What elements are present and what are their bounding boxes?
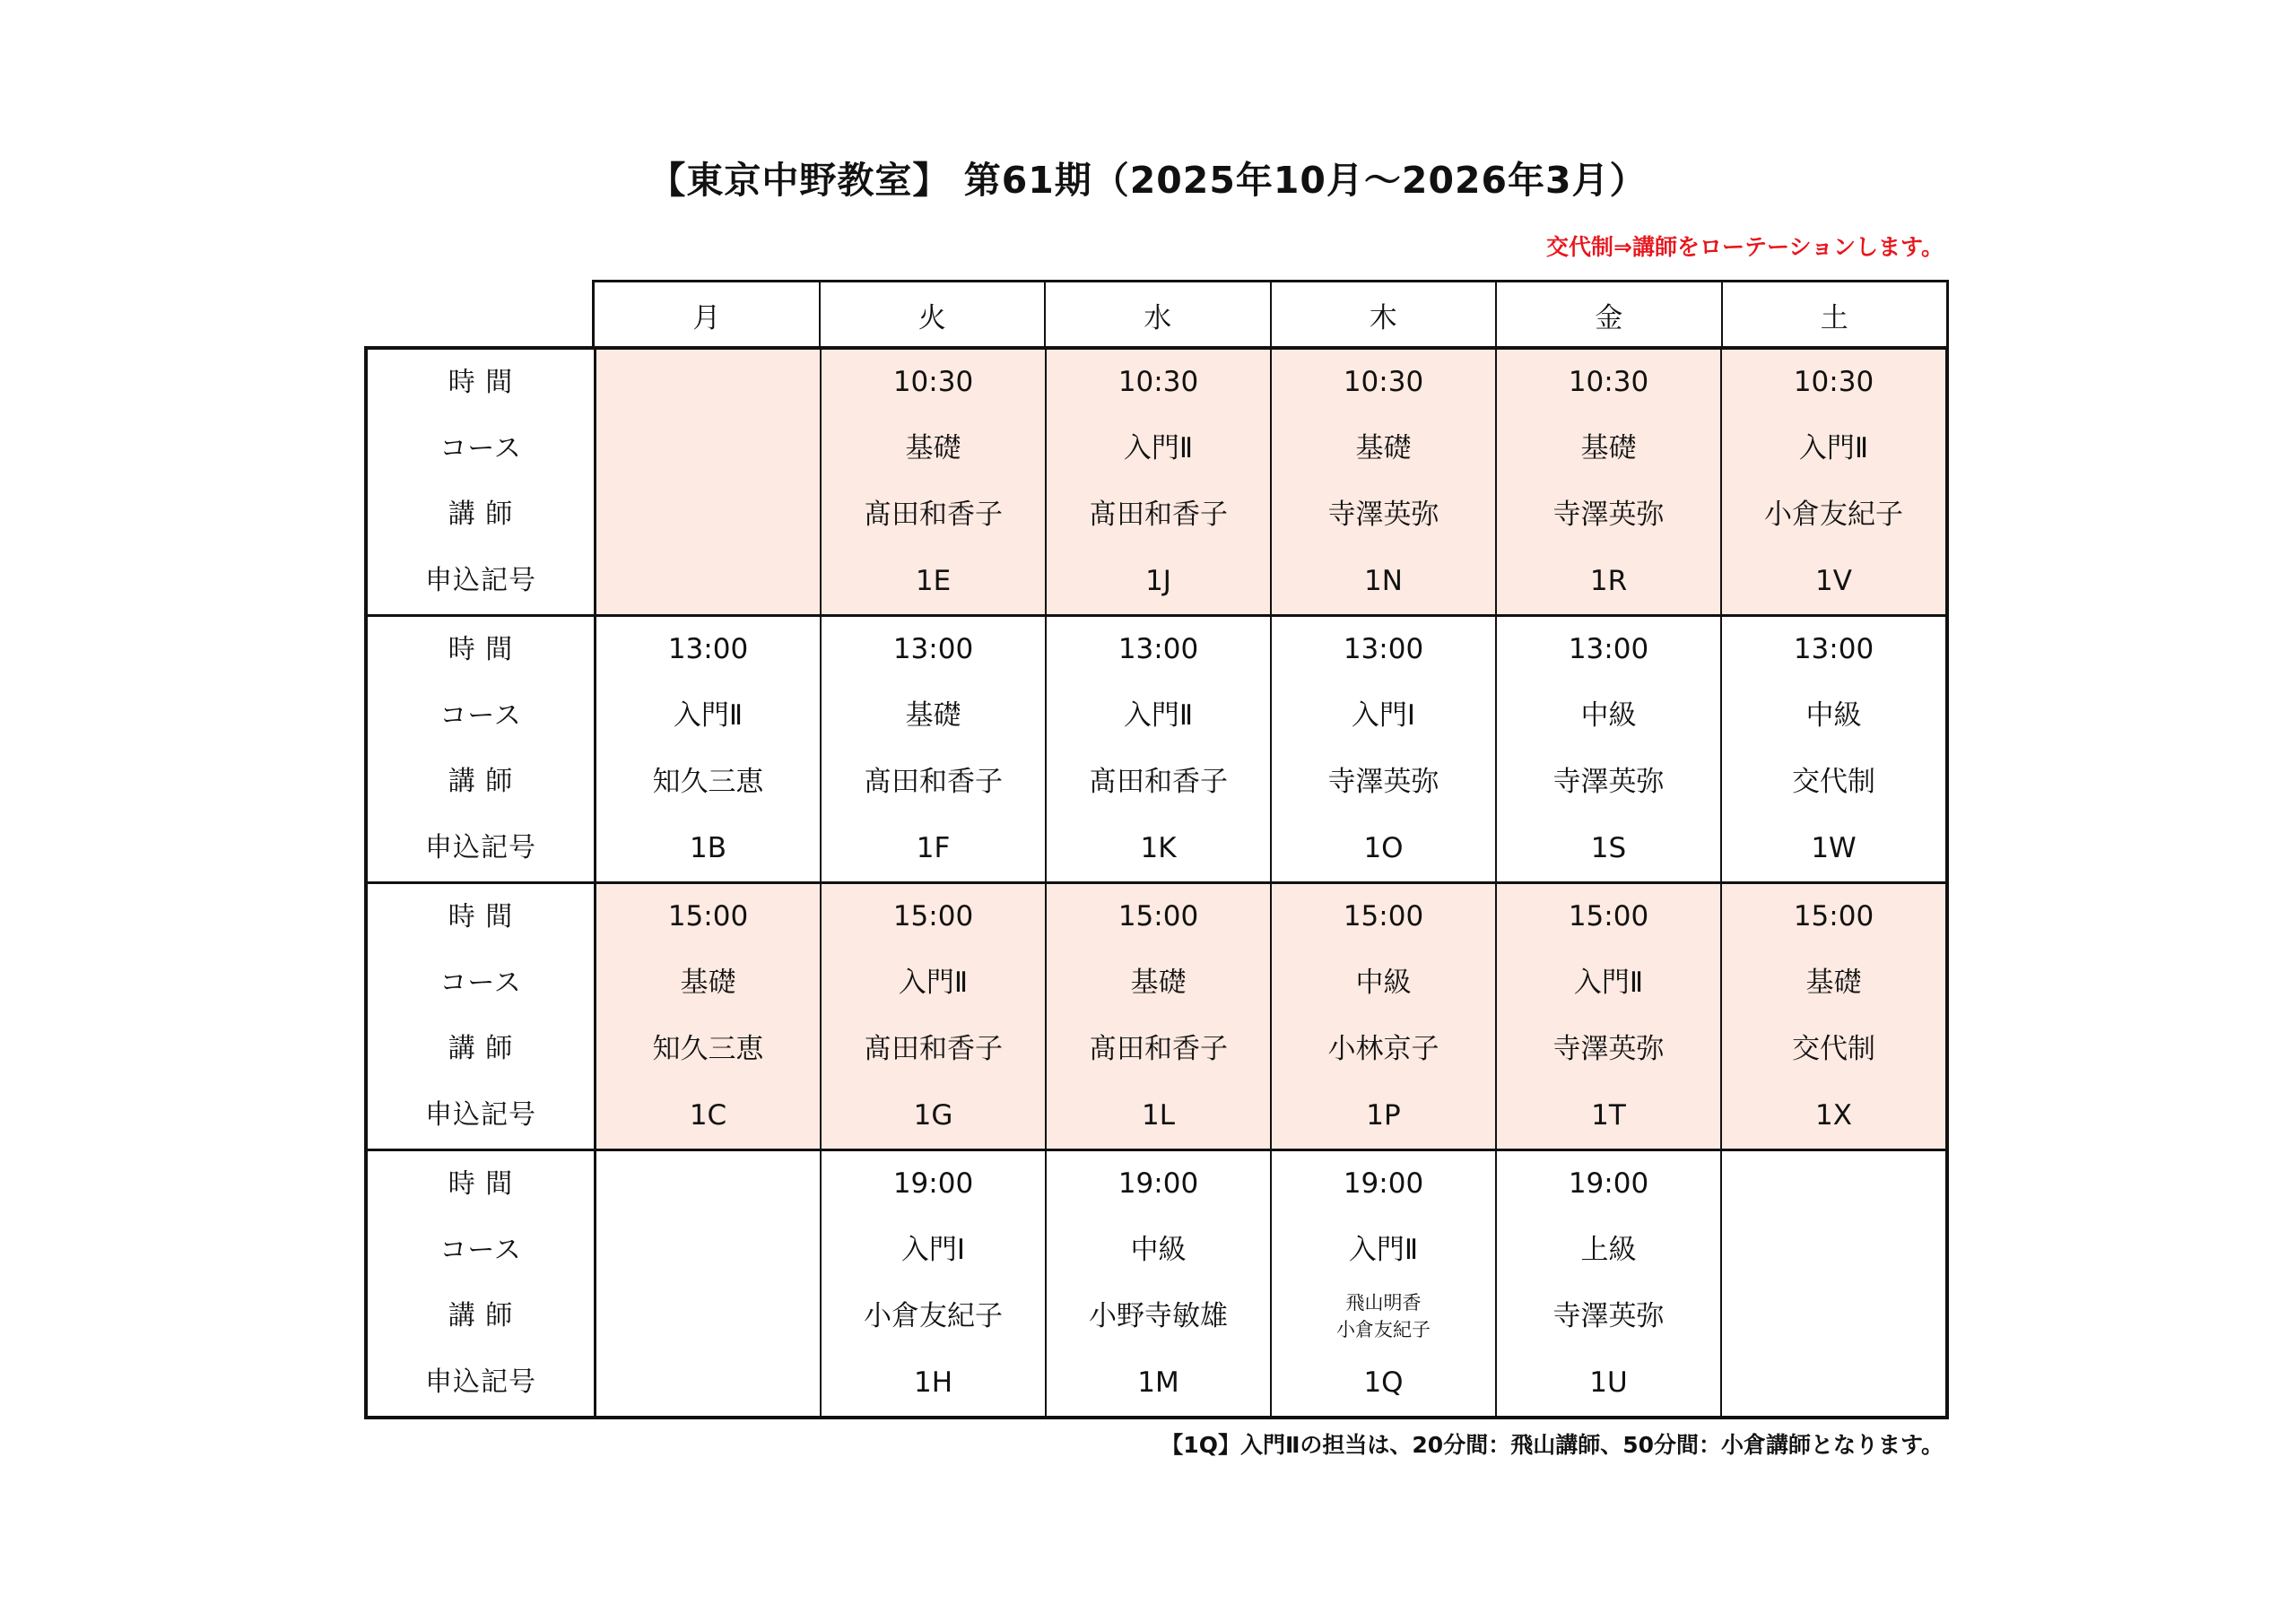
slot-code: 1K — [1140, 831, 1177, 864]
time-block — [368, 614, 1945, 881]
class-slot-fri — [1495, 617, 1720, 881]
slot-teacher: 交代制 — [1792, 765, 1875, 798]
class-slot-thu — [1270, 617, 1495, 881]
slot-course: 入門Ⅱ — [1798, 432, 1869, 465]
slot-code: 1M — [1137, 1366, 1179, 1399]
slot-code: 1X — [1815, 1098, 1852, 1132]
row-label-code: 申込記号 — [425, 832, 536, 864]
slot-code — [1722, 1349, 1945, 1416]
slot-teacher — [1722, 1284, 1945, 1350]
slot-course — [596, 1218, 820, 1284]
row-label-course: コース — [439, 699, 522, 732]
slot-course: 基礎 — [1580, 432, 1637, 465]
slot-code — [596, 1349, 820, 1416]
class-slot-mon — [596, 1151, 820, 1416]
slot-time: 10:30 — [1793, 366, 1874, 399]
slot-course — [1722, 1218, 1945, 1284]
slot-time: 19:00 — [1118, 1167, 1199, 1201]
slot-code: 1O — [1363, 831, 1404, 864]
slot-teacher: 髙田和香子 — [864, 765, 1003, 798]
class-slot-tue — [820, 617, 1045, 881]
slot-code: 1S — [1590, 831, 1627, 864]
slot-teacher: 小野寺敏雄 — [1089, 1299, 1228, 1332]
class-slot-wed — [1045, 884, 1270, 1149]
slot-time — [596, 1151, 820, 1218]
slot-time: 15:00 — [1118, 900, 1199, 933]
slot-code: 1C — [689, 1098, 727, 1132]
slot-time: 15:00 — [1343, 900, 1424, 933]
slot-time: 15:00 — [1793, 900, 1874, 933]
slot-course: 入門Ⅰ — [1351, 699, 1416, 733]
slot-teacher — [596, 482, 820, 549]
page-title: 【東京中野教室】 第61期（2025年10月～2026年3月） — [648, 159, 1648, 202]
slot-teacher: 寺澤英弥 — [1327, 498, 1439, 531]
rotation-note: 交代制⇒講師をローテーションします。 — [1546, 234, 1944, 260]
slot-time: 13:00 — [1793, 633, 1874, 666]
slot-teacher — [596, 1284, 820, 1350]
class-slot-thu — [1270, 884, 1495, 1149]
slot-course: 基礎 — [905, 432, 961, 465]
day-header-sat: 土 — [1721, 282, 1947, 348]
slot-code: 1J — [1145, 564, 1171, 597]
row-label-teacher: 講 師 — [448, 499, 514, 531]
slot-teacher: 寺澤英弥 — [1327, 765, 1439, 798]
row-label-column — [368, 884, 596, 1149]
time-block — [368, 350, 1945, 614]
row-label-teacher: 講 師 — [448, 1300, 514, 1332]
schedule-table — [364, 346, 1949, 1419]
day-header-thu: 木 — [1270, 282, 1496, 348]
row-label-time: 時 間 — [448, 900, 514, 932]
row-label-time: 時 間 — [448, 1167, 514, 1200]
slot-time — [596, 350, 820, 416]
day-header-row — [592, 280, 1949, 348]
day-header-tue: 火 — [819, 282, 1045, 348]
class-slot-thu — [1270, 350, 1495, 614]
slot-code: 1P — [1366, 1098, 1401, 1132]
slot-course: 入門Ⅰ — [900, 1234, 966, 1267]
slot-teacher: 寺澤英弥 — [1552, 1299, 1665, 1332]
slot-teacher: 知久三恵 — [652, 765, 764, 798]
class-slot-fri — [1495, 350, 1720, 614]
row-label-teacher: 講 師 — [448, 1033, 514, 1065]
slot-time: 15:00 — [667, 900, 749, 933]
row-label-code: 申込記号 — [425, 1366, 536, 1399]
time-block — [368, 1149, 1945, 1416]
class-slot-mon — [596, 617, 820, 881]
slot-teacher: 寺澤英弥 — [1552, 765, 1665, 798]
class-slot-thu — [1270, 1151, 1495, 1416]
row-label-time: 時 間 — [448, 366, 514, 398]
class-slot-tue — [820, 1151, 1045, 1416]
slot-teacher: 寺澤英弥 — [1552, 1032, 1665, 1065]
class-slot-tue — [820, 350, 1045, 614]
slot-time: 10:30 — [1568, 366, 1649, 399]
class-slot-sat — [1720, 884, 1945, 1149]
slot-code: 1L — [1142, 1098, 1175, 1132]
slot-code: 1Q — [1363, 1366, 1404, 1399]
slot-teacher: 小林京子 — [1327, 1032, 1439, 1065]
slot-code: 1F — [916, 831, 951, 864]
slot-time: 13:00 — [1118, 633, 1199, 666]
class-slot-wed — [1045, 1151, 1270, 1416]
row-label-teacher: 講 師 — [448, 766, 514, 798]
class-slot-tue — [820, 884, 1045, 1149]
slot-code: 1V — [1815, 564, 1852, 597]
slot-course: 基礎 — [1805, 967, 1862, 1000]
slot-course: 入門Ⅱ — [1123, 699, 1194, 733]
slot-course: 基礎 — [905, 699, 961, 733]
slot-teacher: 小倉友紀子 — [1764, 498, 1903, 531]
slot-course: 基礎 — [1130, 967, 1187, 1000]
row-label-time: 時 間 — [448, 633, 514, 665]
slot-code: 1R — [1589, 564, 1628, 597]
row-label-column — [368, 1151, 596, 1416]
row-label-column — [368, 350, 596, 614]
slot-time: 13:00 — [892, 633, 974, 666]
slot-teacher: 髙田和香子 — [1089, 1032, 1228, 1065]
slot-code: 1G — [913, 1098, 953, 1132]
slot-course: 入門Ⅱ — [673, 699, 744, 733]
slot-code: 1H — [913, 1366, 953, 1399]
class-slot-mon — [596, 884, 820, 1149]
row-label-code: 申込記号 — [425, 565, 536, 597]
slot-teacher-name: 小倉友紀子 — [1336, 1319, 1431, 1341]
class-slot-mon — [596, 350, 820, 614]
day-header-mon: 月 — [692, 302, 721, 334]
row-label-course: コース — [439, 967, 522, 999]
slot-code: 1N — [1364, 564, 1403, 597]
slot-course — [596, 416, 820, 482]
slot-teacher: 髙田和香子 — [1089, 765, 1228, 798]
row-label-column — [368, 617, 596, 881]
day-header-wed: 水 — [1044, 282, 1270, 348]
class-slot-sat — [1720, 1151, 1945, 1416]
class-slot-wed — [1045, 617, 1270, 881]
slot-teacher: 交代制 — [1792, 1032, 1875, 1065]
slot-teacher: 小倉友紀子 — [864, 1299, 1003, 1332]
row-label-course: コース — [439, 432, 522, 464]
slot-time: 19:00 — [1343, 1167, 1424, 1201]
slot-teacher: 髙田和香子 — [1089, 498, 1228, 531]
slot-teacher: 知久三恵 — [652, 1032, 764, 1065]
slot-teacher: 寺澤英弥 — [1552, 498, 1665, 531]
slot-time: 13:00 — [1343, 633, 1424, 666]
slot-time: 10:30 — [1118, 366, 1199, 399]
slot-time: 19:00 — [892, 1167, 974, 1201]
slot-teacher: 髙田和香子 — [864, 1032, 1003, 1065]
day-header-fri: 金 — [1495, 282, 1721, 348]
slot-course: 入門Ⅱ — [1123, 432, 1194, 465]
slot-time: 15:00 — [892, 900, 974, 933]
slot-time: 10:30 — [1343, 366, 1424, 399]
slot-course: 基礎 — [680, 967, 736, 1000]
slot-time: 13:00 — [1568, 633, 1649, 666]
slot-code: 1E — [915, 564, 952, 597]
slot-course: 入門Ⅱ — [1348, 1234, 1419, 1267]
slot-time: 19:00 — [1568, 1167, 1649, 1201]
slot-teacher: 髙田和香子 — [864, 498, 1003, 531]
slot-course: 入門Ⅱ — [898, 967, 969, 1000]
slot-code — [596, 548, 820, 614]
slot-code: 1U — [1589, 1366, 1628, 1399]
slot-teacher — [1272, 1284, 1495, 1350]
slot-course: 入門Ⅱ — [1573, 967, 1644, 1000]
class-slot-sat — [1720, 617, 1945, 881]
slot-time: 10:30 — [892, 366, 974, 399]
slot-code: 1B — [690, 831, 726, 864]
footnote: 【1Q】入門Ⅱの担当は、20分間：飛山講師、50分間：小倉講師となります。 — [1161, 1432, 1944, 1458]
slot-course: 上級 — [1580, 1234, 1637, 1267]
time-block — [368, 881, 1945, 1149]
class-slot-wed — [1045, 350, 1270, 614]
slot-time: 13:00 — [667, 633, 749, 666]
slot-time — [1722, 1151, 1945, 1218]
slot-course: 中級 — [1580, 699, 1637, 733]
row-label-course: コース — [439, 1234, 522, 1266]
slot-time: 15:00 — [1568, 900, 1649, 933]
slot-code: 1W — [1811, 831, 1857, 864]
slot-teacher-name: 飛山明香 — [1345, 1291, 1422, 1314]
class-slot-fri — [1495, 884, 1720, 1149]
class-slot-fri — [1495, 1151, 1720, 1416]
slot-course: 中級 — [1355, 967, 1412, 1000]
row-label-code: 申込記号 — [425, 1099, 536, 1132]
slot-course: 基礎 — [1355, 432, 1412, 465]
slot-code: 1T — [1591, 1098, 1626, 1132]
slot-course: 中級 — [1805, 699, 1862, 733]
slot-course: 中級 — [1130, 1234, 1187, 1267]
class-slot-sat — [1720, 350, 1945, 614]
